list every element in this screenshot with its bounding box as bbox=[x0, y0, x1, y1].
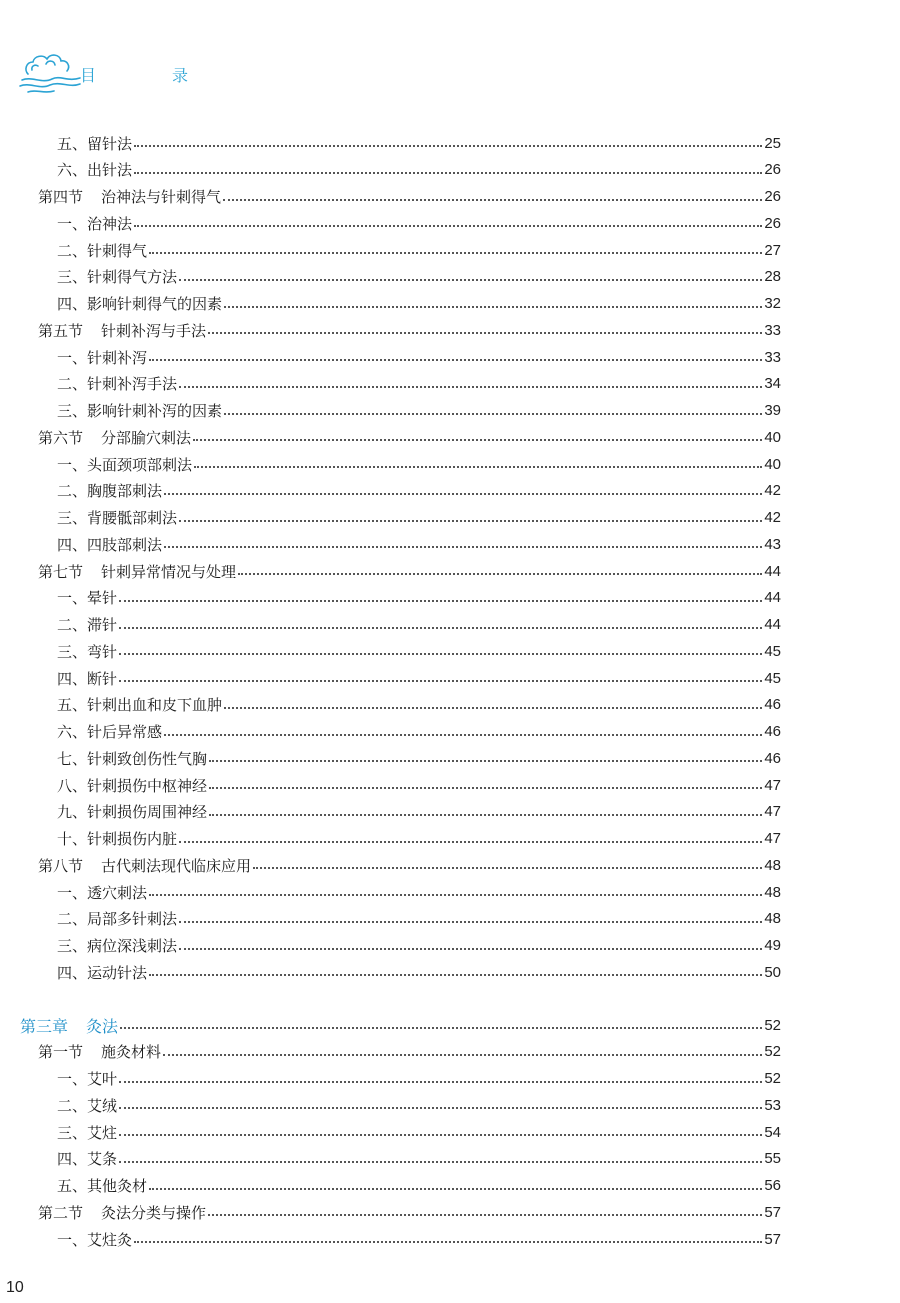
toc-entry-label bbox=[57, 641, 117, 662]
toc-subsection-entry[interactable] bbox=[57, 799, 781, 825]
toc-entry-text: 二、局部多针刺法 bbox=[57, 910, 178, 929]
dot-leader bbox=[208, 1214, 762, 1216]
toc-page-number: 40 bbox=[764, 428, 781, 446]
toc-entry-text: 二、艾绒 bbox=[57, 1096, 118, 1115]
page-title: 目 录 bbox=[80, 66, 219, 85]
toc-entry-text: 五、其他灸材 bbox=[57, 1177, 148, 1195]
toc-entry-text: 五、针刺出血和皮下血肿 bbox=[57, 696, 223, 715]
dot-leader bbox=[134, 225, 762, 227]
toc-subsection-entry[interactable] bbox=[57, 1066, 781, 1092]
toc-entry-label bbox=[57, 935, 177, 956]
toc-subsection-entry[interactable] bbox=[57, 291, 781, 317]
toc-section-entry[interactable] bbox=[38, 424, 781, 450]
dot-leader bbox=[164, 734, 762, 736]
toc-entry-label bbox=[57, 721, 162, 742]
toc-entry-label bbox=[57, 668, 117, 689]
dot-leader bbox=[179, 279, 762, 281]
toc-page-number: 47 bbox=[764, 830, 781, 847]
toc-entry-label bbox=[57, 400, 222, 421]
toc-page-number: 52 bbox=[764, 1070, 781, 1087]
toc-entry-text: 四、四肢部刺法 bbox=[57, 535, 163, 554]
toc-entry-text: 九、针刺损伤周围神经 bbox=[57, 803, 208, 822]
dot-leader bbox=[224, 413, 762, 415]
dot-leader bbox=[179, 921, 762, 923]
toc-entry-text: 七、针刺致创伤性气胸 bbox=[57, 749, 208, 768]
toc-entry-label bbox=[57, 801, 207, 822]
toc-page-number: 57 bbox=[764, 1203, 781, 1221]
dot-leader bbox=[193, 439, 762, 441]
dot-leader bbox=[223, 199, 762, 201]
toc-entry-text: 六、出针法 bbox=[57, 161, 133, 180]
dot-leader bbox=[119, 600, 762, 602]
toc-page-number: 53 bbox=[764, 1096, 781, 1114]
toc-entry-label bbox=[38, 1041, 161, 1062]
toc-subsection-entry[interactable] bbox=[57, 344, 781, 370]
dot-leader bbox=[120, 1027, 762, 1029]
dot-leader bbox=[238, 573, 762, 575]
toc-entry-label bbox=[57, 534, 162, 555]
toc-entry-text: 二、胸腹部刺法 bbox=[57, 482, 163, 501]
toc-subsection-entry[interactable] bbox=[57, 130, 781, 156]
toc-page-number: 48 bbox=[764, 910, 781, 928]
toc-subsection-entry[interactable] bbox=[57, 959, 781, 985]
toc-section-entry[interactable] bbox=[38, 558, 781, 584]
dot-leader bbox=[119, 653, 762, 655]
toc-section-entry[interactable] bbox=[38, 1199, 781, 1225]
toc-subsection-entry[interactable] bbox=[57, 745, 781, 771]
toc-page-number: 47 bbox=[764, 803, 781, 821]
toc-section-entry[interactable] bbox=[38, 852, 781, 878]
toc-entry-label bbox=[38, 1202, 206, 1223]
toc-page-number: 54 bbox=[764, 1123, 781, 1141]
toc-entry-number: 第二节 bbox=[38, 1203, 84, 1222]
dot-leader bbox=[209, 787, 762, 789]
toc-entry-text: 施灸材料 bbox=[101, 1043, 162, 1062]
toc-subsection-entry[interactable] bbox=[57, 906, 781, 932]
toc-entry-label bbox=[57, 266, 177, 287]
dot-leader bbox=[179, 841, 762, 843]
toc-page-number: 43 bbox=[764, 535, 781, 553]
toc-subsection-entry[interactable] bbox=[57, 371, 781, 397]
toc-subsection-entry[interactable] bbox=[57, 264, 781, 290]
toc-page-number: 44 bbox=[764, 616, 781, 633]
dot-leader bbox=[179, 948, 762, 950]
toc-page-number: 46 bbox=[764, 723, 781, 740]
toc-entry-label bbox=[20, 1014, 118, 1037]
toc-entry-label bbox=[57, 828, 177, 849]
toc-entry-label bbox=[38, 320, 206, 341]
toc-entry-label bbox=[57, 1095, 117, 1116]
toc-entry-text: 三、影响针刺补泻的因素 bbox=[57, 402, 223, 420]
toc-entry-text: 四、运动针法 bbox=[57, 963, 148, 982]
dot-leader bbox=[134, 172, 762, 174]
toc-entry-text: 一、治神法 bbox=[57, 214, 133, 233]
toc-subsection-entry[interactable] bbox=[57, 237, 781, 263]
toc-entry-number: 第四节 bbox=[38, 188, 84, 206]
toc-subsection-entry[interactable] bbox=[57, 826, 781, 852]
toc-page-number: 34 bbox=[764, 375, 781, 393]
toc-entry-text: 四、艾条 bbox=[57, 1150, 118, 1169]
toc-entry-text: 一、透穴刺法 bbox=[57, 883, 148, 902]
toc-page-number: 25 bbox=[764, 134, 781, 152]
toc-entry-number: 第八节 bbox=[38, 856, 84, 875]
toc-entry-number: 第七节 bbox=[38, 562, 84, 581]
page-header bbox=[18, 48, 318, 98]
toc-subsection-entry[interactable] bbox=[57, 157, 781, 183]
toc-entry-text: 灸法分类与操作 bbox=[101, 1203, 207, 1222]
page-number: 10 bbox=[6, 1279, 24, 1296]
dot-leader bbox=[224, 306, 762, 308]
toc-entry-number: 第五节 bbox=[38, 321, 84, 340]
dot-leader bbox=[134, 145, 762, 147]
dot-leader bbox=[163, 1054, 762, 1056]
toc-page-number: 26 bbox=[764, 214, 781, 232]
toc-entry-text: 五、留针法 bbox=[57, 134, 133, 153]
toc-page-number: 42 bbox=[764, 509, 781, 526]
toc-entry-label bbox=[57, 882, 147, 903]
dot-leader bbox=[119, 1161, 762, 1163]
toc-entry-text: 三、背腰骶部刺法 bbox=[57, 509, 178, 527]
toc-entry-label bbox=[57, 748, 207, 769]
toc-entry-text: 一、艾叶 bbox=[57, 1070, 118, 1088]
toc-subsection-entry[interactable] bbox=[57, 1092, 781, 1118]
dot-leader bbox=[164, 546, 762, 548]
toc-page-number: 46 bbox=[764, 749, 781, 767]
toc-subsection-entry[interactable] bbox=[57, 638, 781, 664]
toc-page-number: 57 bbox=[764, 1230, 781, 1248]
dot-leader bbox=[209, 760, 762, 762]
toc-entry-label bbox=[57, 614, 117, 635]
toc-page-number: 32 bbox=[764, 295, 781, 312]
toc-entry-number: 第六节 bbox=[38, 428, 84, 447]
toc-entry-label bbox=[57, 373, 177, 394]
toc-page-number: 52 bbox=[764, 1016, 781, 1034]
toc-entry-text: 二、针刺补泻手法 bbox=[57, 375, 178, 394]
toc-entry-label bbox=[57, 1148, 117, 1169]
dot-leader bbox=[149, 974, 762, 976]
toc-entry-label bbox=[57, 240, 147, 261]
dot-leader bbox=[253, 867, 762, 869]
toc-entry-text: 灸法 bbox=[86, 1016, 119, 1036]
toc-page-number: 46 bbox=[764, 696, 781, 714]
toc-page-number: 47 bbox=[764, 776, 781, 794]
toc-entry-text: 四、影响针刺得气的因素 bbox=[57, 295, 223, 313]
toc-page-number: 44 bbox=[764, 562, 781, 580]
dot-leader bbox=[208, 332, 762, 334]
toc-page-number: 42 bbox=[764, 482, 781, 500]
toc-entry-label bbox=[57, 1122, 117, 1143]
toc-page-number: 44 bbox=[764, 589, 781, 607]
toc-chapter-entry[interactable] bbox=[20, 1012, 781, 1038]
toc-entry-label bbox=[38, 561, 236, 582]
toc-subsection-entry[interactable] bbox=[57, 665, 781, 691]
toc-subsection-entry[interactable] bbox=[57, 451, 781, 477]
toc-page-number: 49 bbox=[764, 937, 781, 954]
toc-subsection-entry[interactable] bbox=[57, 398, 781, 424]
toc-entry-text: 三、针刺得气方法 bbox=[57, 268, 178, 287]
dot-leader bbox=[149, 894, 762, 896]
toc-subsection-entry[interactable] bbox=[57, 478, 781, 504]
toc-subsection-entry[interactable] bbox=[57, 692, 781, 718]
dot-leader bbox=[224, 707, 762, 709]
toc-page-number: 52 bbox=[764, 1043, 781, 1061]
toc-entry-text: 分部腧穴刺法 bbox=[101, 428, 192, 447]
toc-entry-label bbox=[57, 293, 222, 314]
toc-entry-label bbox=[57, 507, 177, 528]
toc-page-number: 39 bbox=[764, 402, 781, 419]
toc-entry-label bbox=[57, 1068, 117, 1089]
toc-entry-label bbox=[57, 908, 177, 929]
toc-page-number: 48 bbox=[764, 883, 781, 901]
toc-page-number: 28 bbox=[764, 268, 781, 286]
dot-leader bbox=[119, 627, 762, 629]
toc-entry-label bbox=[57, 1229, 132, 1250]
dot-leader bbox=[179, 386, 762, 388]
toc-page-number: 50 bbox=[764, 963, 781, 981]
toc-entry-label bbox=[57, 775, 207, 796]
toc-page-number: 33 bbox=[764, 348, 781, 366]
cloud-icon bbox=[18, 48, 82, 96]
dot-leader bbox=[149, 252, 762, 254]
toc-entry-label bbox=[57, 962, 147, 983]
toc-subsection-entry[interactable] bbox=[57, 1226, 781, 1252]
dot-leader bbox=[119, 1081, 762, 1083]
dot-leader bbox=[194, 466, 762, 468]
toc-entry-text: 六、针后异常感 bbox=[57, 723, 163, 741]
toc-subsection-entry[interactable] bbox=[57, 585, 781, 611]
toc-page-number: 27 bbox=[764, 241, 781, 259]
toc-entry-text: 二、滞针 bbox=[57, 616, 118, 634]
toc-entry-label bbox=[57, 133, 132, 154]
toc-entry-label bbox=[57, 694, 222, 715]
toc-page-number: 33 bbox=[764, 321, 781, 339]
toc-entry-label bbox=[57, 587, 117, 608]
toc-subsection-entry[interactable] bbox=[57, 1173, 781, 1199]
dot-leader bbox=[134, 1241, 762, 1243]
dot-leader bbox=[119, 1107, 762, 1109]
toc-section-entry[interactable] bbox=[38, 184, 781, 210]
toc-entry-label bbox=[38, 855, 251, 876]
toc-page-number: 45 bbox=[764, 669, 781, 687]
toc-section-entry[interactable] bbox=[38, 1039, 781, 1065]
toc-entry-text: 治神法与针刺得气 bbox=[101, 188, 222, 206]
toc-page-number: 26 bbox=[764, 161, 781, 179]
toc-entry-label bbox=[38, 186, 221, 207]
toc-subsection-entry[interactable] bbox=[57, 1119, 781, 1145]
dot-leader bbox=[209, 814, 762, 816]
toc-entry-text: 针刺补泻与手法 bbox=[101, 321, 207, 340]
toc-subsection-entry[interactable] bbox=[57, 210, 781, 236]
toc-entry-text: 八、针刺损伤中枢神经 bbox=[57, 776, 208, 795]
toc-entry-text: 针刺异常情况与处理 bbox=[101, 562, 237, 581]
toc-entry-text: 古代刺法现代临床应用 bbox=[101, 856, 252, 875]
toc-entry-label bbox=[57, 454, 192, 475]
toc-entry-text: 一、晕针 bbox=[57, 589, 118, 608]
dot-leader bbox=[149, 1188, 762, 1190]
dot-leader bbox=[119, 680, 762, 682]
toc-subsection-entry[interactable] bbox=[57, 772, 781, 798]
toc-entry-text: 一、艾炷灸 bbox=[57, 1230, 133, 1249]
toc-subsection-entry[interactable] bbox=[57, 612, 781, 638]
toc-page-number: 40 bbox=[764, 455, 781, 473]
toc-subsection-entry[interactable] bbox=[57, 879, 781, 905]
toc-page-number: 48 bbox=[764, 856, 781, 874]
toc-subsection-entry[interactable] bbox=[57, 505, 781, 531]
toc-entry-label bbox=[57, 213, 132, 234]
toc-section-entry[interactable] bbox=[38, 317, 781, 343]
toc-subsection-entry[interactable] bbox=[57, 531, 781, 557]
toc-entry-label bbox=[57, 1175, 147, 1196]
dot-leader bbox=[164, 493, 762, 495]
toc-entry-number: 第三章 bbox=[20, 1016, 69, 1036]
toc-entry-text: 二、针刺得气 bbox=[57, 241, 148, 260]
toc-entry-text: 十、针刺损伤内脏 bbox=[57, 830, 178, 848]
toc-entry-label bbox=[57, 480, 162, 501]
toc-entry-number: 第一节 bbox=[38, 1043, 84, 1062]
dot-leader bbox=[179, 520, 762, 522]
toc-entry-text: 三、艾炷 bbox=[57, 1123, 118, 1142]
toc-page-number: 45 bbox=[764, 642, 781, 660]
toc-entry-label bbox=[57, 347, 147, 368]
toc-entry-text: 四、断针 bbox=[57, 669, 118, 688]
toc-entry-text: 三、弯针 bbox=[57, 642, 118, 661]
dot-leader bbox=[149, 359, 762, 361]
toc-subsection-entry[interactable] bbox=[57, 933, 781, 959]
toc-page-number: 26 bbox=[764, 188, 781, 205]
toc-entry-label bbox=[38, 427, 191, 448]
toc-entry-text: 一、头面颈项部刺法 bbox=[57, 455, 193, 474]
toc-subsection-entry[interactable] bbox=[57, 719, 781, 745]
toc-subsection-entry[interactable] bbox=[57, 1146, 781, 1172]
toc-page-number: 55 bbox=[764, 1150, 781, 1168]
dot-leader bbox=[119, 1134, 762, 1136]
toc-page-number: 56 bbox=[764, 1177, 781, 1194]
toc-entry-text: 三、病位深浅刺法 bbox=[57, 937, 178, 955]
toc-entry-label bbox=[57, 159, 132, 180]
toc-entry-text: 一、针刺补泻 bbox=[57, 348, 148, 367]
